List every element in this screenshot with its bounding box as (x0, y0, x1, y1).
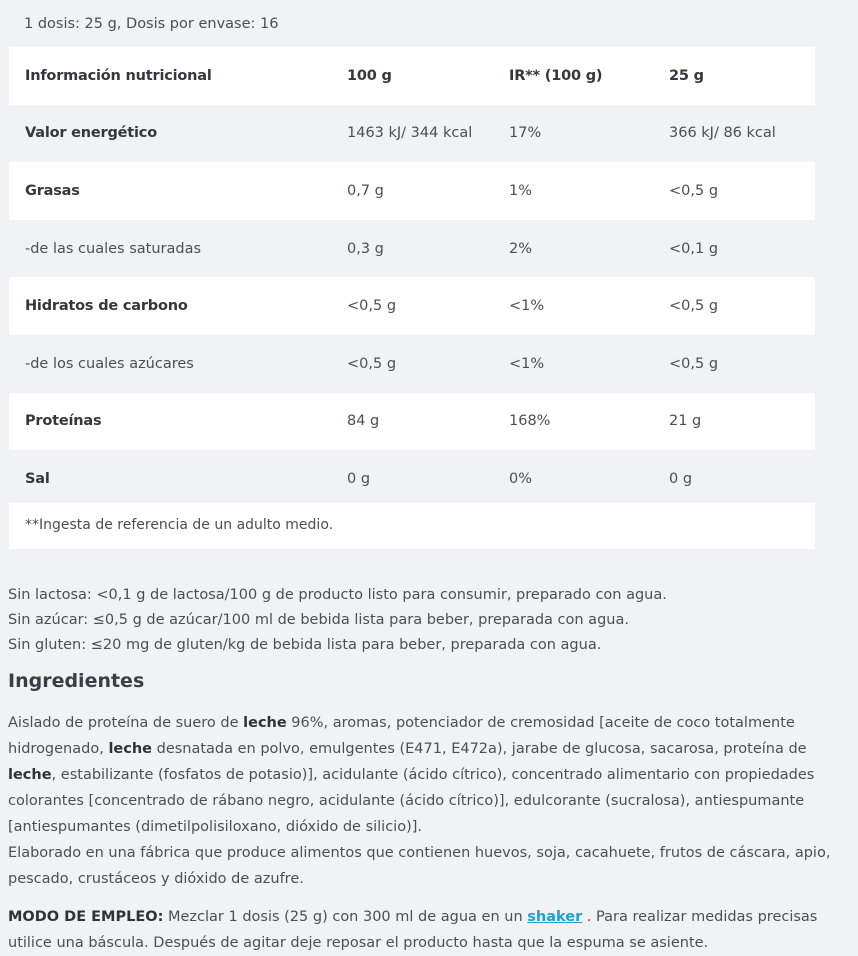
claim-gluten: Sin gluten: ≤20 mg de gluten/kg de bebida lista para beber, preparada con agua. (8, 637, 602, 653)
shaker-link[interactable]: shaker (527, 909, 583, 925)
ingredients-text (8, 710, 853, 892)
value-100g: 0 g (347, 450, 509, 508)
value-100g: <0,5 g (347, 277, 509, 335)
nutrient-name: Hidratos de carbono (9, 277, 347, 335)
usage-text: Mezclar 1 dosis (25 g) con 300 ml de agua en un (163, 909, 528, 925)
table-footnote-row (9, 503, 815, 549)
value-ir: 168% (509, 393, 669, 451)
value-ir: 2% (509, 220, 669, 278)
ingredients-heading: Ingredientes (8, 670, 145, 692)
table-row (9, 162, 815, 220)
nutrient-name: Proteínas (9, 393, 347, 451)
table-row (9, 393, 815, 451)
claims-block (8, 583, 667, 658)
claim-sugar: Sin azúcar: ≤0,5 g de azúcar/100 ml de bebida lista para beber, preparada con agua. (8, 612, 629, 628)
ingredients-part: 96%, aromas, potenciador de cremosidad [aceite de coco totalmente hidrogenado, (8, 715, 795, 757)
nutrient-name: -de los cuales azúcares (9, 335, 347, 393)
table-footnote: **Ingesta de referencia de un adulto medio. (25, 517, 334, 533)
serving-info: 1 dosis: 25 g, Dosis por envase: 16 (24, 16, 279, 32)
allergen-milk: leche (8, 767, 52, 783)
value-25g: 0 g (669, 450, 815, 508)
nutrient-name: Valor energético (9, 105, 347, 163)
nutrient-name: Sal (9, 450, 347, 508)
table-row (9, 450, 815, 508)
value-ir: <1% (509, 277, 669, 335)
value-ir: 0% (509, 450, 669, 508)
table-row (9, 335, 815, 393)
header-cell: 25 g (669, 47, 815, 105)
allergen-milk: leche (243, 715, 287, 731)
value-100g: <0,5 g (347, 335, 509, 393)
nutrient-name: Grasas (9, 162, 347, 220)
header-cell: 100 g (347, 47, 509, 105)
value-25g: <0,5 g (669, 335, 815, 393)
allergen-milk: leche (108, 741, 152, 757)
usage-text: . Para realizar medidas precisas utilice una báscula. Después de agitar deje reposar el producto hasta que la espuma se asiente. (8, 909, 818, 951)
table-header-row (9, 47, 815, 105)
allergen-statement: Elaborado en una fábrica que produce alimentos que contienen huevos, soja, cacahuete, frutos de cáscara, apio, pescado, crustáceos y dióxido de azufre. (8, 845, 831, 887)
ingredients-part: Aislado de proteína de suero de (8, 715, 244, 731)
value-ir: 1% (509, 162, 669, 220)
table-row (9, 220, 815, 278)
value-25g: 21 g (669, 393, 815, 451)
value-100g: 84 g (347, 393, 509, 451)
usage-label: MODO DE EMPLEO: (8, 909, 164, 925)
value-ir: <1% (509, 335, 669, 393)
header-cell: IR** (100 g) (509, 47, 669, 105)
value-25g: <0,5 g (669, 277, 815, 335)
value-ir: 17% (509, 105, 669, 163)
nutrition-table (9, 47, 815, 508)
value-100g: 1463 kJ/ 344 kcal (347, 105, 509, 163)
nutrient-name: -de las cuales saturadas (9, 220, 347, 278)
ingredients-part: desnatada en polvo, emulgentes (E471, E472a), jarabe de glucosa, sacarosa, proteína de (152, 741, 807, 757)
value-25g: <0,5 g (669, 162, 815, 220)
value-100g: 0,3 g (347, 220, 509, 278)
usage-instructions (8, 904, 856, 956)
value-25g: <0,1 g (669, 220, 815, 278)
table-row (9, 277, 815, 335)
ingredients-part: , estabilizante (fosfatos de potasio)], acidulante (ácido cítrico), concentrado alimentario con propiedades colorantes [concentrado de rábano negro, acidulante (ácido cítrico)], edulcorante (sucralosa), antiespumante [antiespumantes (dimetilpolisiloxano, dióxido de silicio)]. (8, 767, 815, 835)
claim-lactose: Sin lactosa: <0,1 g de lactosa/100 g de producto listo para consumir, preparado con agua. (8, 587, 667, 603)
table-row (9, 105, 815, 163)
value-25g: 366 kJ/ 86 kcal (669, 105, 815, 163)
value-100g: 0,7 g (347, 162, 509, 220)
header-cell: Información nutricional (9, 47, 347, 105)
